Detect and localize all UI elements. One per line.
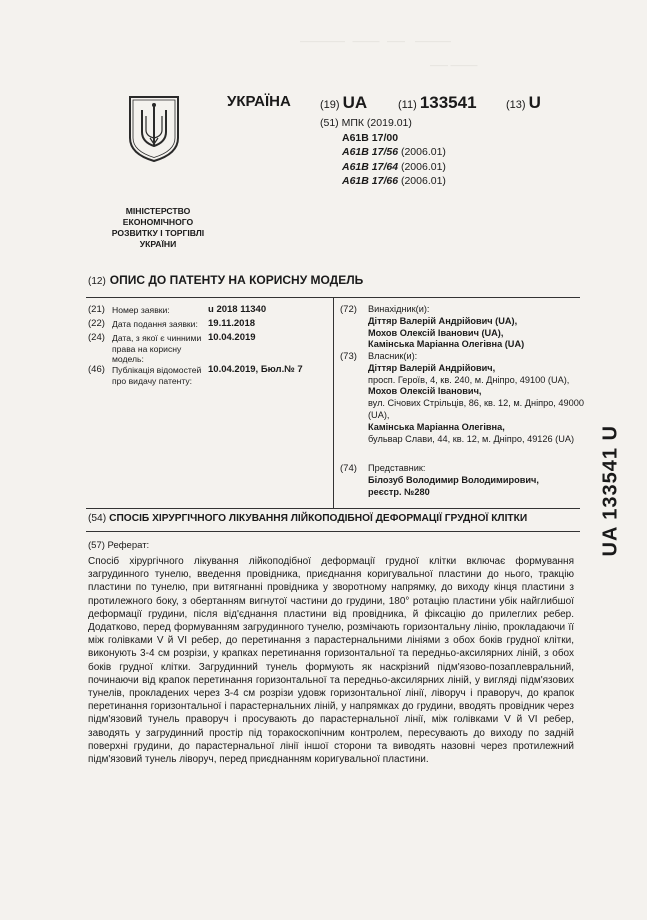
side-label-text: UA 133541 U [599, 425, 622, 557]
ministry-name: МІНІСТЕРСТВО ЕКОНОМІЧНОГО РОЗВИТКУ І ТОРГІВЛІ УКРАЇНИ [111, 206, 205, 249]
owner-address: просп. Героїв, 4, кв. 240, м. Дніпро, 49100 (UA), [368, 374, 570, 385]
abstract-heading: (57) Реферат: [88, 540, 150, 551]
country-name: УКРАЇНА [227, 93, 291, 110]
effective-date: 10.04.2019 [208, 332, 256, 343]
field-label: Номер заявки: [112, 305, 170, 315]
ipc-class: A61B 17/56 [342, 146, 399, 158]
field-46 [88, 365, 303, 386]
representative-name: Білозуб Володимир Володимирович, [368, 474, 539, 485]
ipc-class: A61B 17/00 [342, 131, 399, 144]
field-label: Власник(и): [368, 351, 418, 361]
ipc-version: (2006.01) [400, 160, 446, 173]
country-code-field [320, 93, 367, 113]
inid-code: (74) [340, 463, 357, 474]
patent-number: 133541 [419, 93, 477, 112]
field-72-inventors [340, 304, 588, 351]
field-label: Дата, з якої є чинними права на корисну модель: [112, 333, 202, 364]
owner-address: бульвар Слави, 44, кв. 12, м. Дніпро, 49126 (UA) [368, 433, 575, 444]
inventor-name: Діттяр Валерій Андрійович (UA), [368, 315, 518, 326]
inventor-name: Мохов Олексій Іванович (UA), [368, 327, 504, 338]
document-title-text: ОПИС ДО ПАТЕНТУ НА КОРИСНУ МОДЕЛЬ [109, 273, 364, 287]
ipc-version: (2006.01) [400, 175, 446, 187]
owner-name: Мохов Олексій Іванович, [368, 386, 482, 397]
field-24 [88, 333, 256, 365]
country-code: UA [342, 93, 368, 112]
inventor-name: Камінська Маріанна Олегівна (UA) [368, 339, 525, 350]
owner-name: Діттяр Валерій Андрійович, [368, 362, 496, 373]
application-number: u 2018 11340 [208, 304, 267, 315]
ipc-class: A61B 17/66 [342, 175, 399, 187]
representative-registry: реєстр. №280 [368, 486, 430, 497]
field-21 [88, 305, 266, 316]
inid-code: (11) [398, 99, 417, 111]
inid-code: (54) [88, 513, 107, 524]
field-74-representative [340, 463, 588, 498]
patent-number-field [398, 93, 477, 113]
owner-address: вул. Січових Стрільців, 86, кв. 12, м. Дніпро, 49000 (UA), [368, 398, 584, 420]
inid-code: (21) [88, 304, 105, 315]
bleed-through: —— ——— [430, 60, 478, 70]
inid-code: (51) [320, 117, 339, 129]
inid-code: (24) [88, 332, 105, 343]
inid-code: (73) [340, 351, 357, 362]
field-73-owners [340, 351, 588, 445]
inid-code: (72) [340, 304, 357, 315]
bleed-through: ————— ——— —— ———— [300, 36, 452, 46]
abstract-text: Спосіб хірургічного лікування лійкоподібної деформації грудної клітки включає формування загрудинного тунелю, введення провідника, приєднання коригувальної пластини до нього, тракцію пластини по тунелю, при витягнанні провідника у зворотному напрямку, до виходу кінця пластини з протилежного боку, з обертанням вигнутої частини до грудини, 180° ротацію пластини убік найглибшої деформації грудини, після від'єднання пластини від провідника, й фіксацію до прилеглих ребер. Додатково, перед формуванням загрудинного тунелю, розмічають горизонтальну лінію, прокладаючи її між голівками V й VI ребер, до перетинання з парастернальними лініями з обох боків грудної клітки, виконують 3-4 см розрізи, у крапках перетинання горизонтальної та передньо-аксилярних ліній, з обох боків грудної клітки. Загрудинний тунель формують як наскрізний підм'язово-позаплевральний, починаючи від крапок перетинання горизонтальної та передньо-аксилярних ліній, у вигляді підм'язових тунелів, прокладених через 3-4 см розрізи удовж горизонтальної лінії, ліворуч і праворуч, до крапок перетинання горизонтальної і парастернальних ліній, у напрямках до грудини, вводять провідник через підм'язовий тунель праворуч і просувають до парастернальної лінії, між голівками V й VI ребер, заводять у загрудинний простір під торакоскопічним контролем, пересувають до виходу по задній поверхні грудини, до парастернальної лінії іншої сторони та виводять назовні через протилежний підм'язовий тунель ліворуч, перед приєднанням коригувальної пластини. [88, 556, 574, 766]
doc-kind: U [528, 93, 541, 112]
owner-name: Камінська Маріанна Олегівна, [368, 421, 505, 432]
inid-code: (19) [320, 99, 340, 111]
ipc-version: (2006.01) [400, 146, 446, 158]
divider [86, 531, 580, 532]
ipc-block [320, 116, 446, 189]
inid-code: (46) [88, 364, 105, 375]
field-22 [88, 319, 255, 330]
field-label: Винахідник(и): [368, 304, 430, 314]
divider [86, 508, 580, 509]
field-label: Представник: [368, 463, 426, 473]
publication-info: 10.04.2019, Бюл.№ 7 [208, 364, 303, 375]
side-label [592, 414, 630, 564]
ipc-class: A61B 17/64 [342, 160, 399, 173]
ukraine-coat-of-arms-emblem [126, 94, 182, 164]
field-label: Дата подання заявки: [112, 319, 198, 329]
column-divider [333, 298, 334, 509]
inid-code: (12) [88, 276, 106, 287]
doc-kind-field [506, 93, 541, 113]
filing-date: 19.11.2018 [208, 318, 256, 329]
document-title [88, 273, 363, 287]
invention-title [88, 513, 527, 524]
inid-code: (22) [88, 318, 105, 329]
inid-code: (13) [506, 99, 526, 111]
invention-title-text: СПОСІБ ХІРУРГІЧНОГО ЛІКУВАННЯ ЛІЙКОПОДІБНОЇ ДЕФОРМАЦІЇ ГРУДНОЇ КЛІТКИ [109, 513, 528, 524]
ipc-label: МПК (2019.01) [341, 117, 412, 129]
field-label: Публікація відомостей про видачу патенту: [112, 365, 202, 386]
